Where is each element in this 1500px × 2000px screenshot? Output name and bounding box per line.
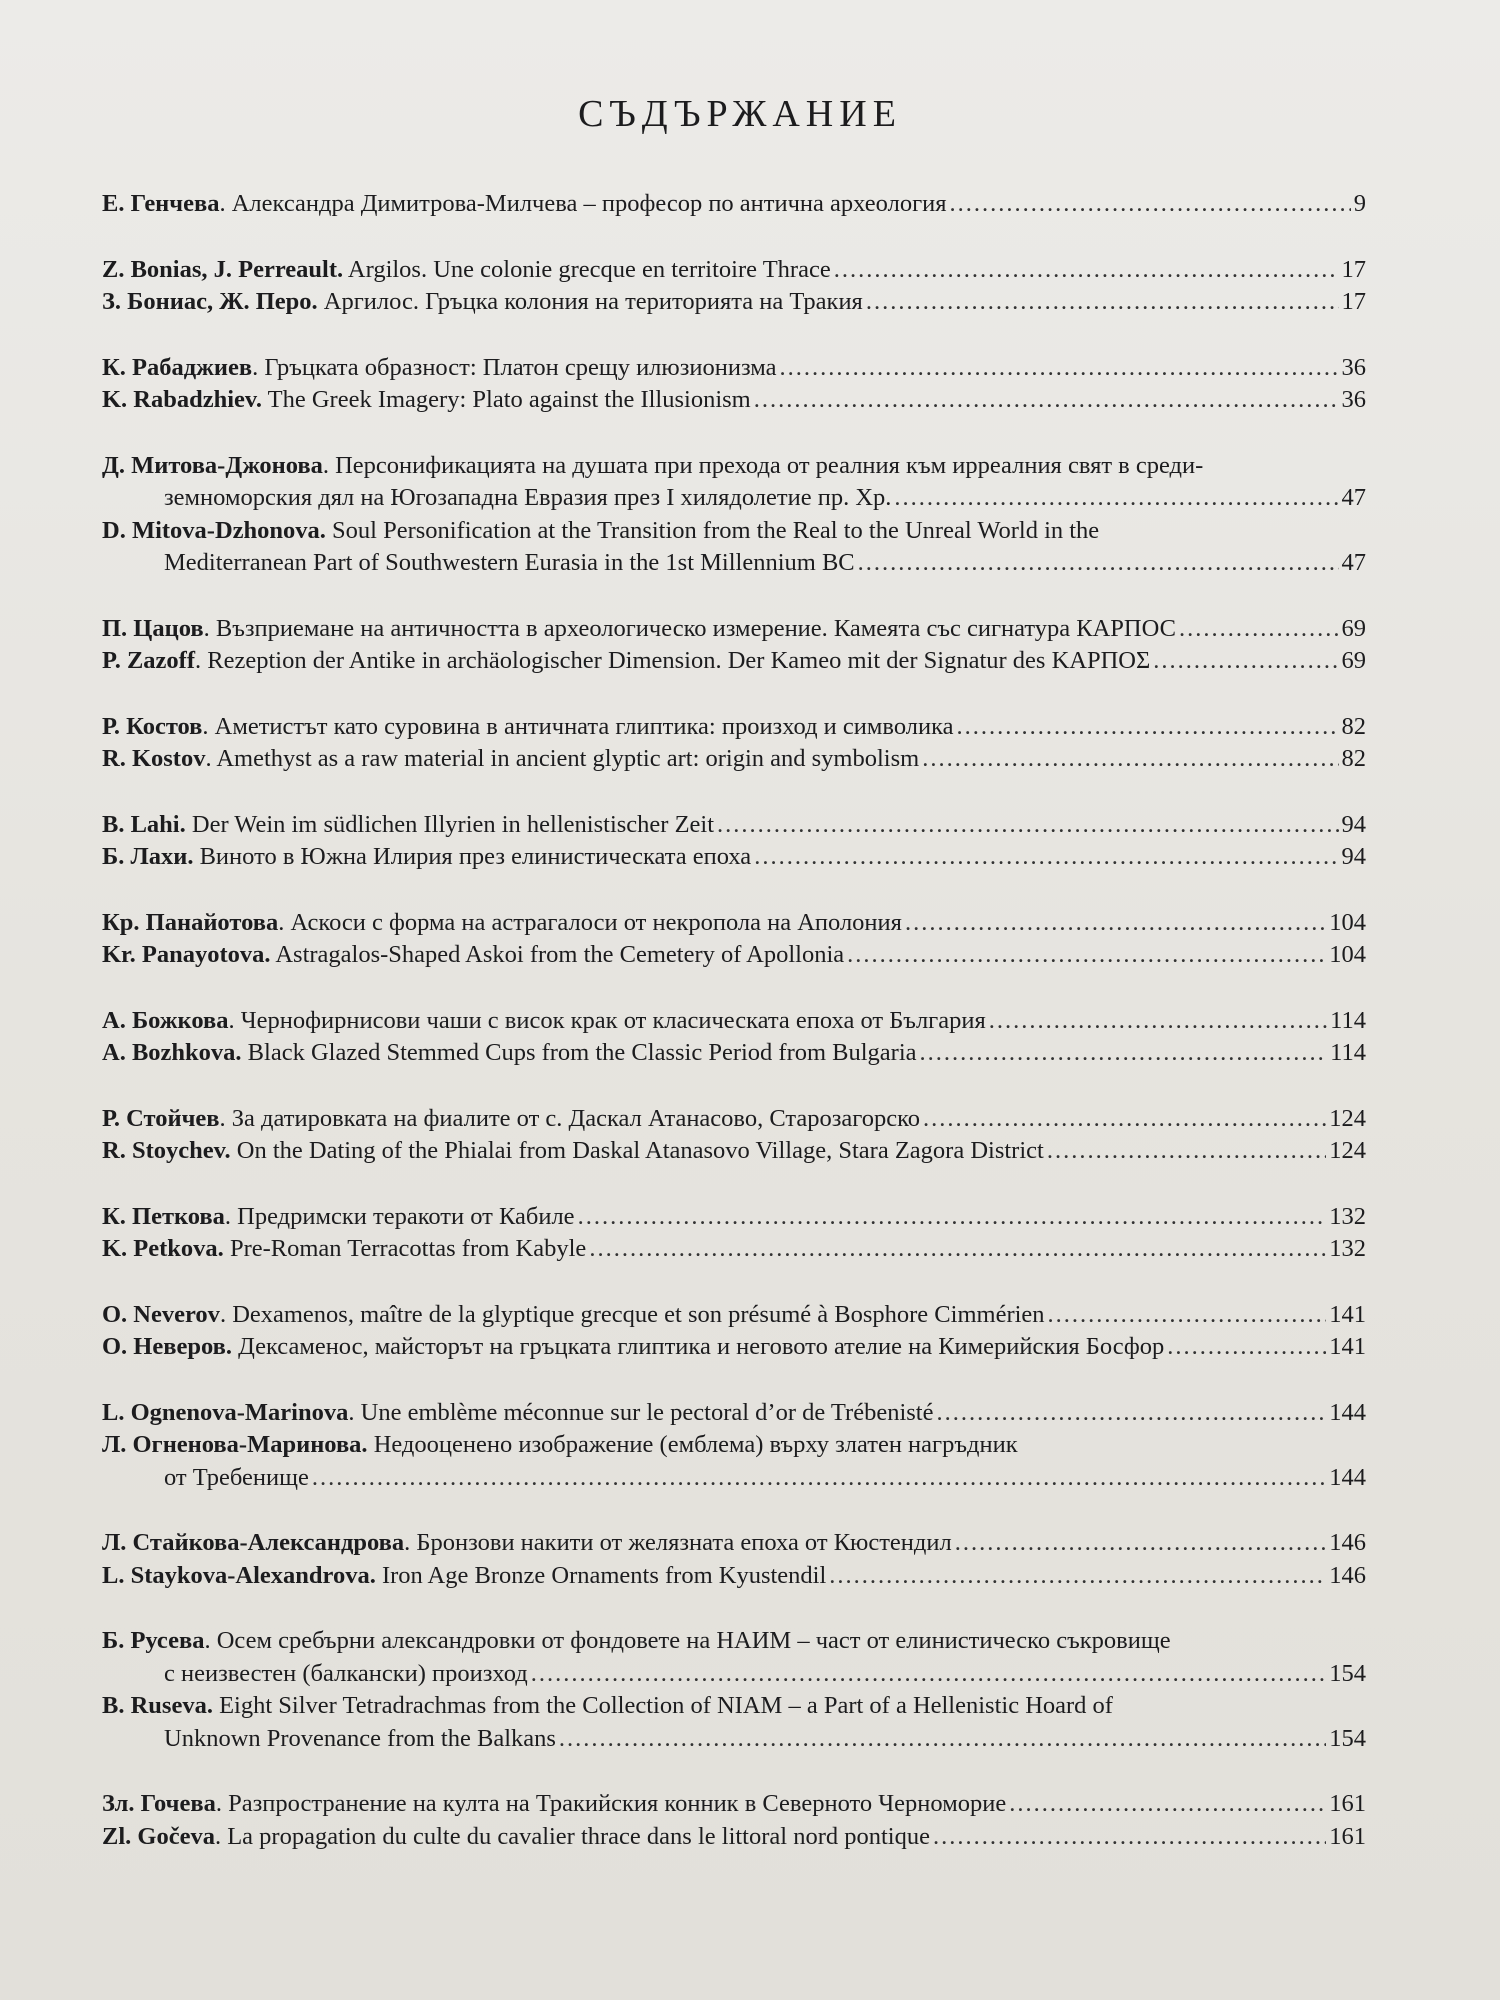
toc-title: Soul Personification at the Transition from the Real to the Unreal World in the [325,516,1100,544]
toc-entry [102,939,1366,972]
toc-author: Kr. Panayotova. [102,941,271,968]
toc-entry-line [102,1788,1366,1821]
toc-page-number: 124 [1329,1137,1366,1164]
dot-leader [989,1005,1327,1038]
toc-title-continued: Mediterranean Part of Southwestern Eurasia in the 1st Millennium BC [164,549,855,576]
toc-title: Виното в Южна Илирия през елинистическата епоха [193,843,752,870]
dot-leader [923,1103,1326,1136]
toc-title: . Чернофирнисови чаши с висок крак от класическата епоха от България [228,1006,986,1034]
toc-page-number: 132 [1329,1235,1366,1262]
toc-entry-line [102,547,1366,580]
toc-entry-text [102,645,1150,678]
toc-entry-text [102,1103,920,1136]
toc-page-number: 94 [1341,843,1366,870]
toc-entry [102,743,1366,776]
dot-leader [780,352,1339,385]
toc-title: . Предримски теракоти от Кабиле [224,1202,575,1230]
toc-entry [102,1560,1366,1593]
toc-group [102,352,1366,417]
toc-title: . За датировката на фиалите от с. Даскал Атанасово, Старозагорско [219,1104,921,1132]
toc-entry-text [102,286,863,319]
toc-author: R. Kostov [102,745,206,772]
toc-author: Б. Русева [102,1627,205,1654]
toc-title: . La propagation du culte du cavalier thrace dans le littoral nord pontique [214,1822,930,1850]
dot-leader [1153,645,1338,678]
toc-group [102,711,1366,776]
toc-author: Б. Лахи. [102,843,194,870]
dot-leader [933,1821,1326,1854]
toc-page-number: 47 [1341,484,1366,511]
toc-entry-line [102,286,1366,319]
toc-author: L. Ognenova-Marinova [102,1398,349,1426]
toc-entry-text [102,1788,1006,1821]
toc-author: B. Lahi. [102,810,186,838]
toc-page-number: 36 [1341,353,1366,381]
dot-leader [1167,1331,1326,1364]
toc-author: L. Staykova-Alexandrova. [102,1561,376,1589]
toc-title: . Une emblème méconnue sur le pectoral d’or de Trébenisté [348,1398,934,1426]
dot-leader [894,482,1338,515]
toc-group [102,1788,1366,1853]
toc-author: Zl. Gočeva [102,1822,215,1850]
toc-title: . Възприемане на античността в археологическо измерение. Камеята със сигнатура КАРПОС [203,614,1176,642]
dot-leader [955,1527,1327,1560]
toc-entry [102,711,1366,744]
toc-group [102,254,1366,319]
toc-title: . Александра Димитрова-Милчева – професор по антична археология [219,190,947,217]
toc-entry-line [102,254,1366,287]
toc-page-number: 114 [1330,1039,1366,1066]
toc-page-number: 124 [1329,1104,1366,1132]
toc-group [102,450,1366,580]
toc-entry [102,450,1366,515]
toc-entry-text [102,1201,575,1234]
toc-group [102,809,1366,874]
toc-entry [102,1331,1366,1364]
toc-author: K. Petkova. [102,1235,224,1262]
toc-entry [102,1429,1366,1494]
toc-title: . Аметистът като суровина в античната глиптика: произход и символика [202,712,954,740]
toc-page-number: 144 [1329,1398,1366,1426]
toc-page-number: 114 [1330,1006,1366,1034]
toc-entry [102,1037,1366,1070]
dot-leader [1047,1135,1326,1168]
dot-leader [531,1658,1327,1691]
toc-entry-line [102,613,1366,646]
toc-entry [102,613,1366,646]
dot-leader [866,286,1339,319]
toc-entry [102,1397,1366,1430]
toc-entry-line [102,1397,1366,1430]
toc-entry-line [102,188,1366,221]
toc-page-number: 141 [1329,1333,1366,1360]
toc-entry [102,254,1366,287]
dot-leader [1179,613,1339,646]
toc-page-number: 144 [1329,1463,1366,1491]
toc-group [102,1397,1366,1495]
toc-page-number: 132 [1329,1202,1366,1230]
toc-author: R. Stoychev. [102,1137,231,1164]
toc-author: Р. Костов [102,712,203,740]
toc-entry-text [102,1135,1044,1168]
toc-page-number: 94 [1341,810,1366,838]
dot-leader [717,809,1338,842]
dot-leader [754,841,1338,874]
toc-entry-text [102,1299,1045,1332]
toc-entry-line [102,1723,1366,1756]
toc-title: Der Wein im südlichen Illyrien in hellenistischer Zeit [185,810,715,838]
toc-title: . Бронзови накити от желязната епоха от Кюстендил [404,1529,952,1556]
toc-entry-line [102,1299,1366,1332]
toc-entry-text [102,1037,917,1070]
dot-leader [1048,1299,1327,1332]
toc-page-number: 9 [1353,190,1366,217]
toc-entry-line [102,1331,1366,1364]
toc-author: Д. Митова-Джонова [102,451,323,479]
toc-entry [102,907,1366,940]
toc-entry [102,645,1366,678]
toc-entry-line [102,841,1366,874]
toc-title-continued: Unknown Provenance from the Balkans [164,1724,556,1752]
toc-group [102,1201,1366,1266]
toc-entry-text [102,613,1176,646]
toc-author: B. Ruseva. [102,1692,213,1719]
toc-entry-line [102,384,1366,417]
toc-entry [102,1527,1366,1560]
toc-title-continued: от Требенище [164,1463,309,1491]
toc-entry [102,188,1366,221]
toc-title: Дексаменос, майсторът на гръцката глиптика и неговото ателие на Кимерийския Босфор [231,1333,1165,1360]
toc-group [102,1005,1366,1070]
dot-leader [829,1560,1326,1593]
page-title: СЪДЪРЖАНИЕ [578,93,902,135]
toc-entry-text [102,1233,586,1266]
toc-group [102,1625,1366,1755]
toc-entry [102,1690,1366,1755]
toc-page-number: 82 [1341,712,1366,740]
toc-title-continued: с неизвестен (балкански) произход [164,1659,528,1687]
toc-entry-line [102,1201,1366,1234]
toc-page-number: 69 [1341,647,1366,674]
toc-entry-text [102,384,751,417]
toc-title: . Осем сребърни александровки от фондовете на НАИМ – част от елинистическо съкровище [204,1627,1171,1654]
dot-leader [905,907,1326,940]
toc-entry-text [102,1821,930,1854]
toc-entry [102,1201,1366,1234]
dot-leader [920,1037,1328,1070]
dot-leader [312,1462,1326,1495]
toc-author: Е. Генчева [102,190,220,217]
toc-entry-line [102,450,1366,483]
toc-entry-line [102,907,1366,940]
toc-entry-line [102,1005,1366,1038]
toc-title: . Персонификацията на душата при прехода от реалния към ирреалния свят в среди- [322,451,1204,479]
toc-entry-line [102,1135,1366,1168]
toc-entry-text [102,939,844,972]
toc-page-number: 146 [1329,1561,1366,1589]
toc-entry-line [102,482,1366,515]
toc-entry-line [102,1103,1366,1136]
toc-entry-line [102,1658,1366,1691]
toc-page-number: 17 [1341,255,1366,283]
toc-entry-text [102,907,902,940]
toc-entry-line [102,1429,1366,1462]
toc-entry-line [102,711,1366,744]
toc-group [102,613,1366,678]
toc-entry-text [102,352,777,385]
toc-entry [102,515,1366,580]
toc-group [102,1527,1366,1592]
toc-entry-line [102,645,1366,678]
toc-group [102,1103,1366,1168]
toc-title: Недооценено изображение (емблема) върху златен нагръдник [367,1431,1018,1458]
toc-entry [102,1625,1366,1690]
toc-title: . Разпространение на култа на Тракийския конник в Северното Черноморие [215,1790,1007,1817]
toc-entry-line [102,352,1366,385]
toc-page-number: 104 [1329,908,1366,936]
toc-title: Argilos. Une colonie grecque en territoire Thrace [343,255,831,283]
toc-title: Eight Silver Tetradrachmas from the Collection of NIAM – a Part of a Hellenistic Hoard of [212,1692,1113,1719]
toc-entry-text [102,711,953,744]
toc-author: A. Bozhkova. [102,1039,242,1066]
dot-leader [559,1723,1326,1756]
toc-page-number: 146 [1329,1529,1366,1556]
toc-title: . Dexamenos, maître de la glyptique grecque et son présumé à Bosphore Cimmérien [219,1300,1045,1328]
toc-author: П. Цацов [102,614,204,642]
toc-page-number: 47 [1341,549,1366,576]
toc-entry-text [102,743,919,776]
toc-entry-text [102,188,947,221]
toc-group [102,188,1366,221]
toc-entry [102,1821,1366,1854]
toc-entry-text [102,254,831,287]
dot-leader [834,254,1339,287]
toc-page-number: 17 [1341,288,1366,315]
toc-title: On the Dating of the Phialai from Daskal Atanasovo Village, Stara Zagora District [230,1137,1044,1164]
toc-entry-line [102,743,1366,776]
dot-leader [858,547,1339,580]
toc-entry-text [102,1397,933,1430]
dot-leader [578,1201,1327,1234]
toc-entry-line [102,1560,1366,1593]
toc-author: Зл. Гочева [102,1790,216,1817]
toc-author: К. Рабаджиев [102,353,253,381]
dot-leader [1009,1788,1326,1821]
toc-author: K. Rabadzhiev. [102,386,262,413]
toc-title: The Greek Imagery: Plato against the Illusionism [261,386,751,413]
toc-page-number: 104 [1329,941,1366,968]
toc-entry-text [102,1527,952,1560]
toc-page-number: 154 [1329,1659,1366,1687]
toc-title-continued: земноморския дял на Югозападна Евразия през I хилядолетие пр. Хр. [164,484,892,511]
dot-leader [922,743,1338,776]
toc-author: К. Петкова [102,1202,225,1230]
toc-page-number: 141 [1329,1300,1366,1328]
dot-leader [847,939,1326,972]
toc-author: О. Неверов. [102,1333,232,1360]
toc-title: . Amethyst as a raw material in ancient glyptic art: origin and symbolism [205,745,920,772]
toc-entry-line [102,1527,1366,1560]
toc-page-number: 161 [1329,1790,1366,1817]
toc-entry [102,1005,1366,1038]
toc-title: . Гръцката образност: Платон срещу илюзионизма [252,353,777,381]
table-of-contents [102,188,1366,1886]
toc-page-number: 161 [1329,1822,1366,1850]
toc-group [102,907,1366,972]
toc-author: Л. Огненова-Маринова. [102,1431,368,1458]
toc-page-number: 82 [1341,745,1366,772]
toc-author: D. Mitova-Dzhonova. [102,516,326,544]
toc-author: Л. Стайкова-Александрова [102,1529,405,1556]
toc-title: Аргилос. Гръцка колония на територията на Тракия [317,288,863,315]
toc-page-number: 36 [1341,386,1366,413]
toc-entry-line [102,1690,1366,1723]
toc-entry [102,1233,1366,1266]
toc-title: Black Glazed Stemmed Cups from the Classic Period from Bulgaria [241,1039,917,1066]
toc-entry-line [102,1037,1366,1070]
toc-entry-line [102,1625,1366,1658]
toc-title: Pre-Roman Terracottas from Kabyle [223,1235,587,1262]
toc-entry [102,286,1366,319]
toc-entry-text [102,809,714,842]
toc-entry-line [102,515,1366,548]
toc-author: З. Бониас, Ж. Перо. [102,288,318,315]
toc-entry [102,1299,1366,1332]
toc-page-number: 154 [1329,1724,1366,1752]
toc-entry-line [102,1821,1366,1854]
toc-author: P. Zazoff [102,647,195,674]
dot-leader [589,1233,1326,1266]
toc-entry-text [102,1005,986,1038]
toc-entry-line [102,1233,1366,1266]
dot-leader [950,188,1351,221]
toc-entry [102,1788,1366,1821]
toc-page-number: 69 [1341,614,1366,642]
toc-entry [102,1103,1366,1136]
toc-entry [102,352,1366,385]
toc-author: O. Neverov [102,1300,220,1328]
toc-entry-text [102,841,751,874]
dot-leader [754,384,1339,417]
toc-title: . Аскоси с форма на астрагалоси от некропола на Аполония [278,908,902,936]
toc-entry [102,841,1366,874]
toc-entry [102,384,1366,417]
toc-entry-text [102,1560,826,1593]
toc-entry [102,809,1366,842]
toc-author: Кр. Панайотова [102,908,279,936]
toc-entry-line [102,1462,1366,1495]
toc-author: Р. Стойчев [102,1104,220,1132]
toc-group [102,1299,1366,1364]
toc-title: . Rezeption der Antike in archäologischer Dimension. Der Kameo mit der Signatur des ΚΑΡΠΟΣ [195,647,1151,674]
toc-author: Z. Bonias, J. Perreault. [102,255,344,283]
toc-author: А. Божкова [102,1006,229,1034]
toc-title: Astragalos-Shaped Askoi from the Cemetery of Apollonia [270,941,845,968]
toc-title: Iron Age Bronze Ornaments from Kyustendil [375,1561,827,1589]
dot-leader [936,1397,1326,1430]
toc-entry-line [102,939,1366,972]
toc-entry-line [102,809,1366,842]
dot-leader [956,711,1338,744]
toc-entry-text [102,1331,1164,1364]
toc-entry [102,1135,1366,1168]
